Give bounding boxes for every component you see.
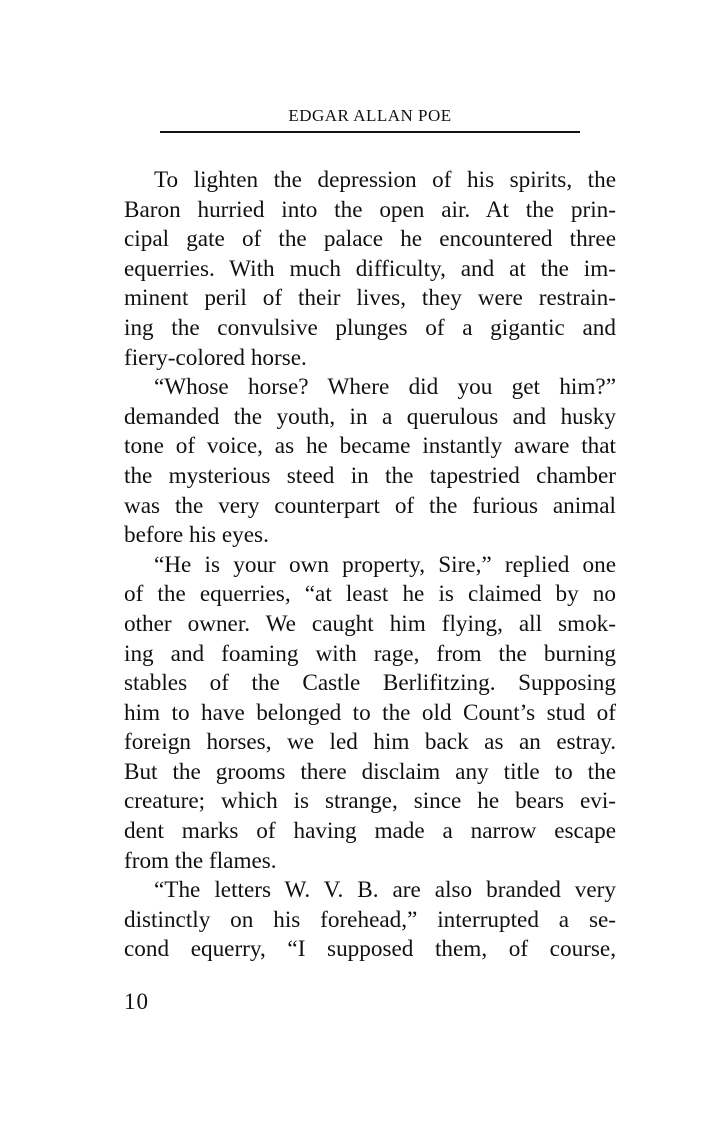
text-line: To lighten the depression of his spirits, the (154, 167, 616, 193)
header-rule (160, 131, 580, 133)
text-line: cond equerry, “I supposed them, of course, (124, 936, 616, 963)
text-line: him to have belonged to the old Count’s stud of (124, 699, 616, 726)
text-line: But the grooms there disclaim any title to the (124, 758, 616, 785)
text-line: tone of voice, as he became instantly aware that (124, 433, 616, 460)
text-line: creature; which is strange, since he bears evi- (124, 788, 616, 815)
paragraph (124, 876, 616, 965)
paragraph (124, 551, 616, 877)
text-line: stables of the Castle Berlifitzing. Supposing (124, 670, 616, 697)
text-line: “The letters W. V. B. are also branded very (154, 877, 616, 904)
text-line: before his eyes. (124, 522, 269, 549)
text-line: was the very counterpart of the furious animal (124, 492, 616, 519)
text-line: equerries. With much difficulty, and at the im- (124, 255, 616, 282)
text-line: dent marks of having made a narrow escape (124, 818, 616, 845)
text-line: demanded the youth, in a querulous and husky (124, 403, 616, 430)
paragraph (124, 373, 616, 551)
text-line: ing the convulsive plunges of a gigantic and (124, 314, 616, 341)
running-header: EDGAR ALLAN POE (288, 106, 452, 125)
text-line: foreign horses, we led him back as an estray. (124, 729, 616, 756)
paragraph (124, 166, 616, 373)
text-line: distinctly on his forehead,” interrupted a se- (124, 906, 616, 933)
text-line: “He is your own property, Sire,” replied one (154, 551, 616, 578)
text-line: fiery-colored horse. (124, 344, 307, 371)
text-line: other owner. We caught him flying, all smok- (124, 610, 616, 637)
text-line: ing and foaming with rage, from the burning (124, 640, 616, 667)
text-line: minent peril of their lives, they were restrain- (124, 285, 616, 312)
text-line: “Whose horse? Where did you get him?” (154, 374, 616, 401)
body-text (124, 166, 616, 965)
text-line: Baron hurried into the open air. At the prin- (124, 196, 616, 223)
text-line: from the flames. (124, 847, 277, 874)
page-number: 10 (124, 989, 149, 1014)
text-line: of the equerries, “at least he is claimed by no (124, 581, 616, 608)
text-line: cipal gate of the palace he encountered three (124, 226, 616, 253)
text-line: the mysterious steed in the tapestried chamber (124, 462, 616, 489)
